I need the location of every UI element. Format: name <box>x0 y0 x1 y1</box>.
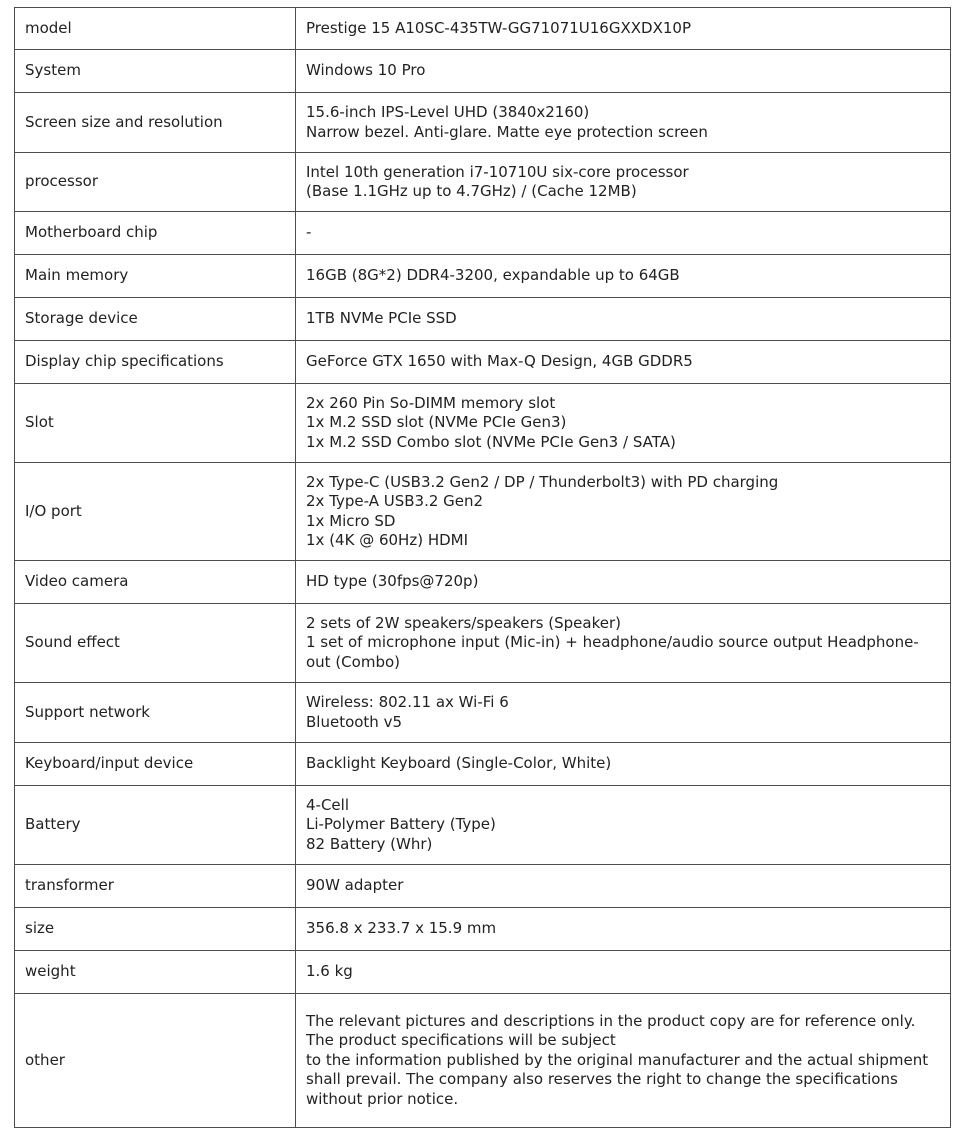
spec-row <box>15 865 951 908</box>
spec-value-line: (Base 1.1GHz up to 4.7GHz) / (Cache 12MB) <box>306 182 637 200</box>
spec-table <box>14 7 951 1128</box>
spec-label: Video camera <box>15 561 296 604</box>
spec-value <box>296 994 951 1128</box>
spec-label: Slot <box>15 384 296 463</box>
spec-value-line: 1.6 kg <box>306 962 353 981</box>
spec-label: Main memory <box>15 255 296 298</box>
spec-value <box>296 153 951 212</box>
spec-value-line: 2x Type-C (USB3.2 Gen2 / DP / Thunderbolt3) with PD charging <box>306 472 779 491</box>
spec-value <box>296 463 951 561</box>
spec-value <box>296 298 951 341</box>
spec-value-line: Li-Polymer Battery (Type) <box>306 815 496 834</box>
spec-value <box>296 743 951 786</box>
spec-value <box>296 50 951 93</box>
spec-value-line: The relevant pictures and descriptions in the product copy are for reference only. The product specifications will be subject <box>306 1011 916 1050</box>
spec-row <box>15 384 951 463</box>
spec-value-line: 2 sets of 2W speakers/speakers (Speaker) <box>306 613 621 632</box>
spec-value-line: 2x 260 Pin So-DIMM memory slot <box>306 393 556 412</box>
spec-value-line: 2x Type-A USB3.2 Gen2 <box>306 492 484 510</box>
spec-row <box>15 341 951 384</box>
spec-value <box>296 212 951 255</box>
spec-label: other <box>15 994 296 1128</box>
spec-value-line: Windows 10 Pro <box>306 61 426 80</box>
spec-value <box>296 951 951 994</box>
spec-row <box>15 93 951 153</box>
spec-value <box>296 908 951 951</box>
spec-row <box>15 951 951 994</box>
spec-value-line: Narrow bezel. Anti-glare. Matte eye protection screen <box>306 122 708 141</box>
spec-row <box>15 298 951 341</box>
spec-value <box>296 384 951 463</box>
spec-label: System <box>15 50 296 93</box>
spec-label: processor <box>15 153 296 212</box>
spec-label: transformer <box>15 865 296 908</box>
spec-label: weight <box>15 951 296 994</box>
spec-row <box>15 50 951 93</box>
spec-label: Display chip specifications <box>15 341 296 384</box>
spec-value-line: 1 set of microphone input (Mic-in) + headphone/audio source output Headphone-out (Combo) <box>306 633 919 671</box>
spec-value <box>296 255 951 298</box>
spec-value-line: 16GB (8G*2) DDR4-3200, expandable up to 64GB <box>306 266 680 285</box>
spec-row <box>15 212 951 255</box>
spec-value-line: 82 Battery (Whr) <box>306 834 433 853</box>
spec-value-line: 4-Cell <box>306 795 349 814</box>
spec-value-line: HD type (30fps@720p) <box>306 572 479 591</box>
spec-label: I/O port <box>15 463 296 561</box>
spec-label: Screen size and resolution <box>15 93 296 153</box>
spec-value-line: - <box>306 223 312 242</box>
spec-value <box>296 341 951 384</box>
spec-value <box>296 8 951 50</box>
spec-value-line: 1TB NVMe PCIe SSD <box>306 309 457 328</box>
spec-row <box>15 683 951 743</box>
spec-label: Support network <box>15 683 296 743</box>
spec-row <box>15 994 951 1128</box>
spec-label: Storage device <box>15 298 296 341</box>
spec-table-container <box>14 7 951 1128</box>
spec-label: model <box>15 8 296 50</box>
spec-value-line: 15.6-inch IPS-Level UHD (3840x2160) <box>306 103 590 121</box>
spec-value <box>296 865 951 908</box>
spec-value-line: 90W adapter <box>306 876 404 895</box>
spec-row <box>15 561 951 604</box>
spec-row <box>15 463 951 561</box>
spec-label: Sound effect <box>15 604 296 683</box>
spec-value <box>296 561 951 604</box>
spec-value-line: GeForce GTX 1650 with Max-Q Design, 4GB GDDR5 <box>306 352 693 371</box>
spec-value-line: Wireless: 802.11 ax Wi-Fi 6 <box>306 693 509 711</box>
spec-label: Keyboard/input device <box>15 743 296 786</box>
spec-value <box>296 683 951 743</box>
spec-row <box>15 743 951 786</box>
spec-value-line: 356.8 x 233.7 x 15.9 mm <box>306 919 497 938</box>
spec-label: Battery <box>15 786 296 865</box>
spec-value-line: 1x (4K @ 60Hz) HDMI <box>306 531 469 549</box>
spec-value <box>296 604 951 683</box>
spec-label: Motherboard chip <box>15 212 296 255</box>
spec-value <box>296 93 951 153</box>
spec-value-line: Intel 10th generation i7-10710U six-core processor <box>306 162 689 181</box>
spec-row <box>15 8 951 50</box>
spec-row <box>15 604 951 683</box>
spec-value-line: Backlight Keyboard (Single-Color, White) <box>306 754 612 773</box>
spec-value <box>296 786 951 865</box>
spec-value-line: Bluetooth v5 <box>306 712 403 731</box>
spec-row <box>15 786 951 865</box>
spec-table-body <box>15 8 951 1128</box>
spec-value-line: 1x Micro SD <box>306 511 396 530</box>
spec-value-line: Prestige 15 A10SC-435TW-GG71071U16GXXDX10P <box>306 18 691 37</box>
spec-row <box>15 255 951 298</box>
spec-value-line: 1x M.2 SSD slot (NVMe PCIe Gen3) <box>306 413 567 432</box>
spec-value-line: 1x M.2 SSD Combo slot (NVMe PCIe Gen3 / SATA) <box>306 432 676 451</box>
spec-row <box>15 153 951 212</box>
spec-value-line: to the information published by the original manufacturer and the actual shipment shall prevail. The company also reserves the right to change the specifications without prior notice. <box>306 1050 929 1108</box>
spec-label: size <box>15 908 296 951</box>
spec-row <box>15 908 951 951</box>
